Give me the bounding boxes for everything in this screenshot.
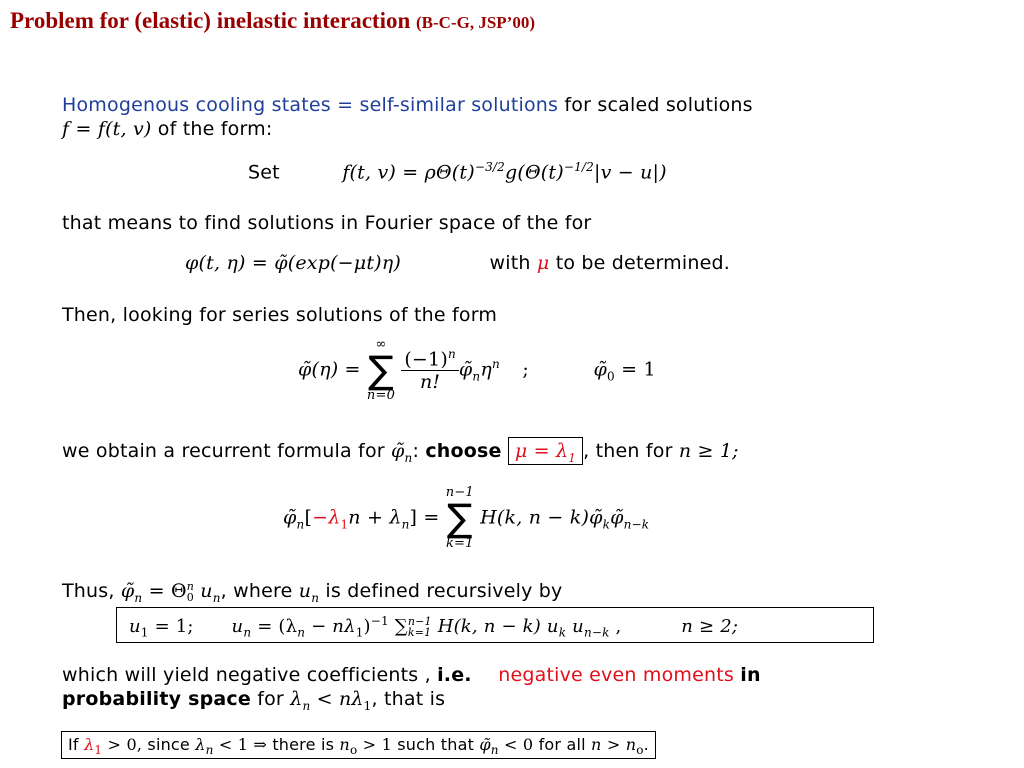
be-u1-val: = 1; [154, 616, 194, 637]
in-word: in [740, 664, 761, 686]
hcs-term: Homogenous cooling states [62, 94, 331, 116]
implies-arrow: ⇒ [253, 735, 268, 754]
series-lhs: φ̃(η) = [298, 358, 361, 381]
final-statement-box [61, 731, 656, 759]
exp1: −3/2 [474, 160, 505, 174]
intro-rest: for scaled solutions [564, 94, 753, 116]
be-un-sub: n [243, 625, 252, 640]
recurrent-equation [283, 486, 649, 550]
theta-sub: 0 [186, 590, 194, 604]
req-rhs-sub2: n−k [623, 517, 650, 532]
thus-line [62, 580, 563, 605]
thus-phi-sub: n [134, 590, 143, 605]
sum-top: ∞ [375, 337, 387, 352]
recur-text2: , then for [583, 440, 673, 462]
series-formula [298, 338, 656, 402]
init-val: = 1 [621, 358, 656, 381]
be-h: H(k, n − k) u [437, 616, 559, 637]
final-lambda2: λ [195, 735, 206, 754]
set-label: Set [248, 161, 280, 184]
be-u1-sub: 1 [140, 625, 149, 640]
f-definition: f = f(t, v) [62, 118, 152, 140]
be-inv: ) [363, 616, 371, 637]
recurrent-sentence [62, 440, 739, 465]
final-such: such that [397, 735, 475, 754]
be-h2: u [572, 616, 584, 637]
final-lambda: λ [84, 735, 95, 754]
final-lt1: < 1 [218, 735, 249, 754]
boxed-sub: 1 [568, 450, 577, 465]
init-phi: φ̃ [593, 358, 607, 381]
final-n0: n [339, 735, 350, 754]
req-sum-bottom: k=1 [445, 536, 474, 551]
final-nn-sub: o [636, 743, 644, 758]
negative-moments: negative even moments [498, 664, 734, 686]
title-reference: (B-C-G, JSP’00) [416, 13, 535, 32]
set-formula-lhs: f(t, v) = ρΘ(t) [342, 161, 475, 184]
req-sum-top: n−1 [445, 485, 474, 500]
recur-phi-sub: n [404, 450, 413, 465]
req-n-sub: n [401, 517, 410, 532]
thus-text3: is defined recursively by [325, 580, 563, 602]
be-h-sub1: k [558, 625, 567, 640]
be-sum: ∑ [394, 616, 408, 637]
final-nn: n > n [591, 735, 637, 754]
thus-u2: u [298, 580, 312, 602]
frac-den: n! [419, 371, 441, 394]
set-formula-end: |v − u|) [593, 161, 667, 184]
mu-symbol: μ [536, 252, 550, 274]
which-text3: , that is [371, 688, 446, 710]
req-rhs-sub1: k [602, 517, 611, 532]
which-text2: for [257, 688, 284, 710]
thus-u2-sub: n [311, 590, 320, 605]
be-minus-sub: 1 [355, 625, 364, 640]
with-text: with [489, 252, 531, 274]
req-n-term: n + λ [348, 506, 402, 529]
req-phi-sub: n [296, 517, 305, 532]
boxed-text: μ = λ [514, 440, 569, 462]
set-formula [248, 160, 667, 183]
sum-bottom: n=0 [366, 388, 396, 403]
which-lambda-sub: n [302, 698, 311, 713]
be-u1: u [129, 616, 141, 637]
series-sum: ∞ ∑ n=0 [366, 337, 396, 403]
which-lambda: λ [290, 688, 303, 710]
fourier-formula-line [185, 252, 730, 274]
ie-text: i.e. [437, 664, 472, 686]
equals-sign: = [337, 94, 354, 116]
series-eta-exp: n [491, 357, 500, 372]
final-since: since [147, 735, 190, 754]
exp2: −1/2 [563, 160, 594, 174]
final-lambda-sub: 1 [94, 743, 103, 758]
final-lambda2-sub: n [205, 743, 214, 758]
which-lt-sub: 1 [363, 698, 372, 713]
set-formula-mid: g(Θ(t) [505, 161, 564, 184]
frac-num-exp: n [447, 346, 456, 361]
which-line-2 [62, 688, 445, 713]
intro-line-1 [62, 94, 753, 116]
self-similar-term: self-similar solutions [359, 94, 559, 116]
be-sum-sub: k=1 [407, 626, 432, 639]
frac-num: (−1) [404, 348, 448, 371]
thus-u-sub: n [212, 590, 221, 605]
choose-word: choose [425, 440, 502, 462]
final-gt: > 0, [107, 735, 143, 754]
intro-line2-text: of the form: [157, 118, 273, 140]
final-phi: φ̃ [479, 735, 491, 754]
series-eta: η [480, 358, 492, 381]
be-un-eq: = (λ [257, 616, 298, 637]
series-semicolon: ; [522, 358, 529, 381]
theta-scripts [187, 581, 194, 603]
req-rhs: H(k, n − k)φ̃ [480, 506, 603, 529]
series-fraction [401, 347, 459, 393]
which-line-1 [62, 664, 761, 686]
fourier-rest: to be determined. [555, 252, 730, 274]
fourier-formula: φ(t, η) = φ̃(exp(−μt)η) [185, 252, 401, 274]
series-text: Then, looking for series solutions of the form [62, 304, 498, 326]
mu-lambda-box [508, 437, 583, 465]
final-phi-sub: n [490, 743, 499, 758]
req-bracket-open: [ [304, 506, 313, 529]
series-phi-sub: n [472, 369, 481, 384]
req-rhs2: φ̃ [610, 506, 624, 529]
final-n0-sub: o [349, 743, 358, 758]
be-cond: n ≥ 2; [681, 616, 739, 637]
req-phi: φ̃ [283, 506, 297, 529]
final-dot: . [643, 735, 649, 754]
be-lam-sub: n [297, 625, 306, 640]
recursion-box [116, 607, 874, 643]
req-bracket-close: ] = [409, 506, 440, 529]
final-gt1: > 1 [362, 735, 392, 754]
be-inv-exp: −1 [370, 614, 389, 628]
be-h-sub2: n−k [583, 625, 610, 640]
be-un: u [231, 616, 244, 637]
theta-sup: n [186, 579, 195, 593]
req-neg-sub: 1 [340, 517, 349, 532]
be-minus: − nλ [311, 616, 356, 637]
intro-line-2 [62, 118, 272, 140]
which-lt: < nλ [316, 688, 364, 710]
recur-text1: we obtain a recurrent formula for [62, 440, 385, 462]
thus-u: u [200, 580, 213, 602]
thus-text1: Thus, [62, 580, 115, 602]
probability-space: probability space [62, 688, 251, 710]
final-if: If [68, 735, 79, 754]
recur-phi: φ̃ [391, 440, 405, 462]
final-there: there is [272, 735, 335, 754]
thus-eq: = Θ [148, 580, 187, 602]
req-neg-lambda: −λ [312, 506, 341, 529]
thus-text2: , where [220, 580, 293, 602]
be-comma: , [615, 616, 622, 637]
which-text1: which will yield negative coefficients , [62, 664, 438, 686]
title-main: Problem for (elastic) inelastic interaction [10, 8, 411, 33]
req-sum: n−1 ∑ k=1 [445, 485, 474, 551]
slide-title [10, 8, 535, 34]
init-sub: 0 [607, 369, 615, 384]
be-sum-sup: n−1 [407, 615, 432, 628]
be-sum-limits [408, 616, 432, 638]
series-phi: φ̃ [458, 358, 473, 381]
thus-phi: φ̃ [120, 580, 135, 602]
recur-colon: : [412, 440, 420, 462]
fourier-text: that means to find solutions in Fourier space of the for [62, 212, 592, 234]
recur-cond: n ≥ 1; [678, 440, 739, 462]
final-lt0: < 0 [503, 735, 534, 754]
final-forall: for all [538, 735, 586, 754]
